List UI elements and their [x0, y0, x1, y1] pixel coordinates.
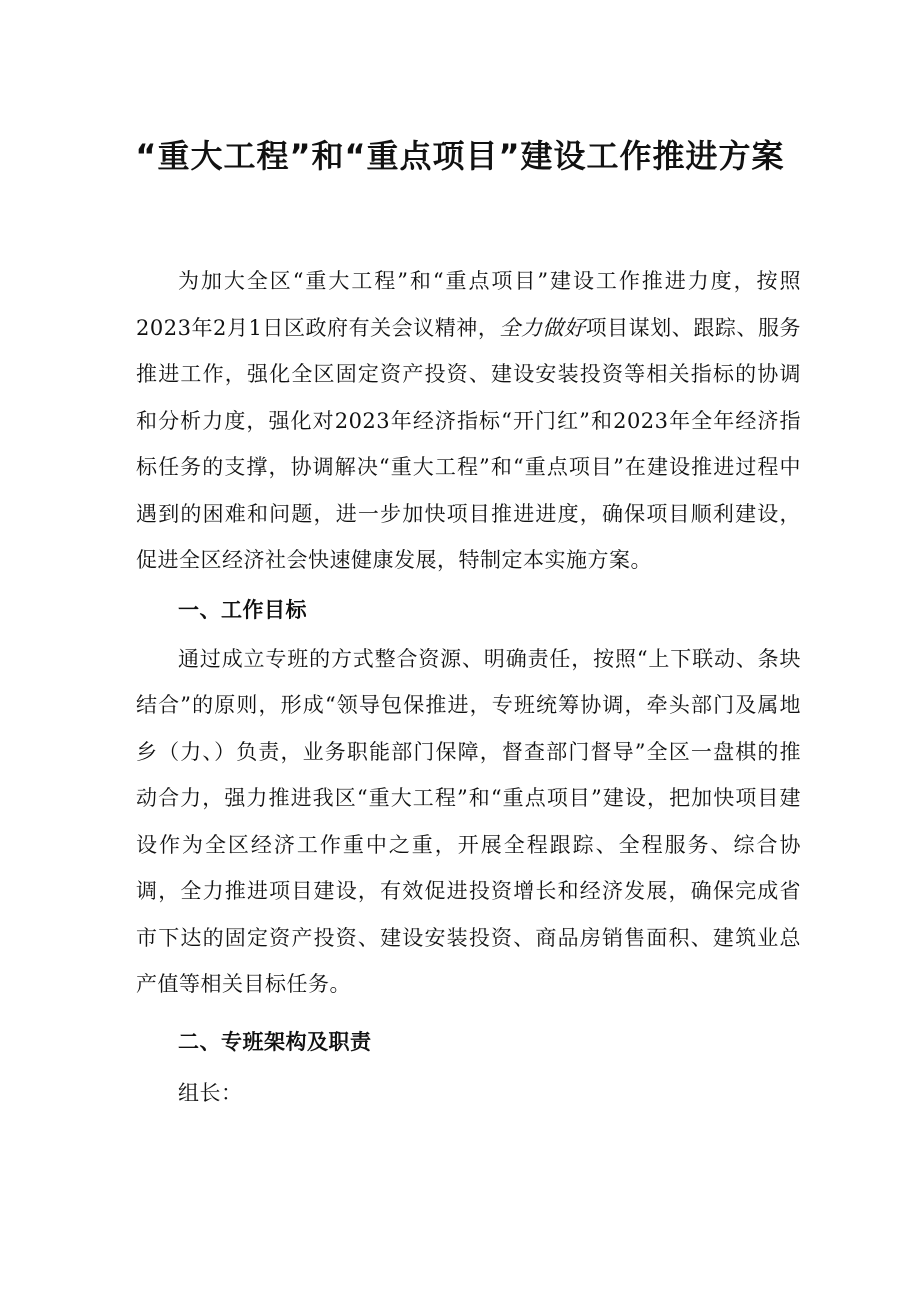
leader-label: 组长： — [178, 1080, 243, 1105]
intro-emphasis: 全力做好 — [499, 315, 586, 340]
intro-text-part1: 为加大全区“重大工程”和“重点项目”建设工作推进力度，按照2023年2月1日区政府有关会议精神， — [136, 269, 801, 340]
section-heading-structure: 二、专班架构及职责 — [178, 1029, 372, 1054]
intro-paragraph — [136, 258, 801, 584]
goals-paragraph: 通过成立专班的方式整合资源、明确责任，按照“上下联动、条块结合”的原则，形成“领导包保推进，专班统筹协调，牵头部门及属地乡（力、）负责，业务职能部门保障，督查部门督导”全区一盘棋的推动合力，强力推进我区“重大工程”和“重点项目”建设，把加快项目建设作为全区经济工作重中之重，开展全程跟踪、全程服务、综合协调，全力推进项目建设，有效促进投资增长和经济发展，确保完成省市下达的固定资产投资、建设安装投资、商品房销售面积、建筑业总产值等相关目标任务。 — [136, 646, 801, 996]
section-heading-goals: 一、工作目标 — [178, 597, 307, 622]
intro-text-part2: 项目谋划、跟踪、服务推进工作，强化全区固定资产投资、建设安装投资等相关指标的协调和分析力度，强化对2023年经济指标“开门红”和2023年全年经济指标任务的支撑，协调解决“重大工程”和“重点项目”在建设推进过程中遇到的困难和问题，进一步加快项目推进进度，确保项目顺利建设，促进全区经济社会快速健康发展，特制定本实施方案。 — [136, 315, 802, 572]
document-title: “重大工程”和“重点项目”建设工作推进方案 — [135, 137, 785, 175]
document-body — [136, 258, 801, 1116]
